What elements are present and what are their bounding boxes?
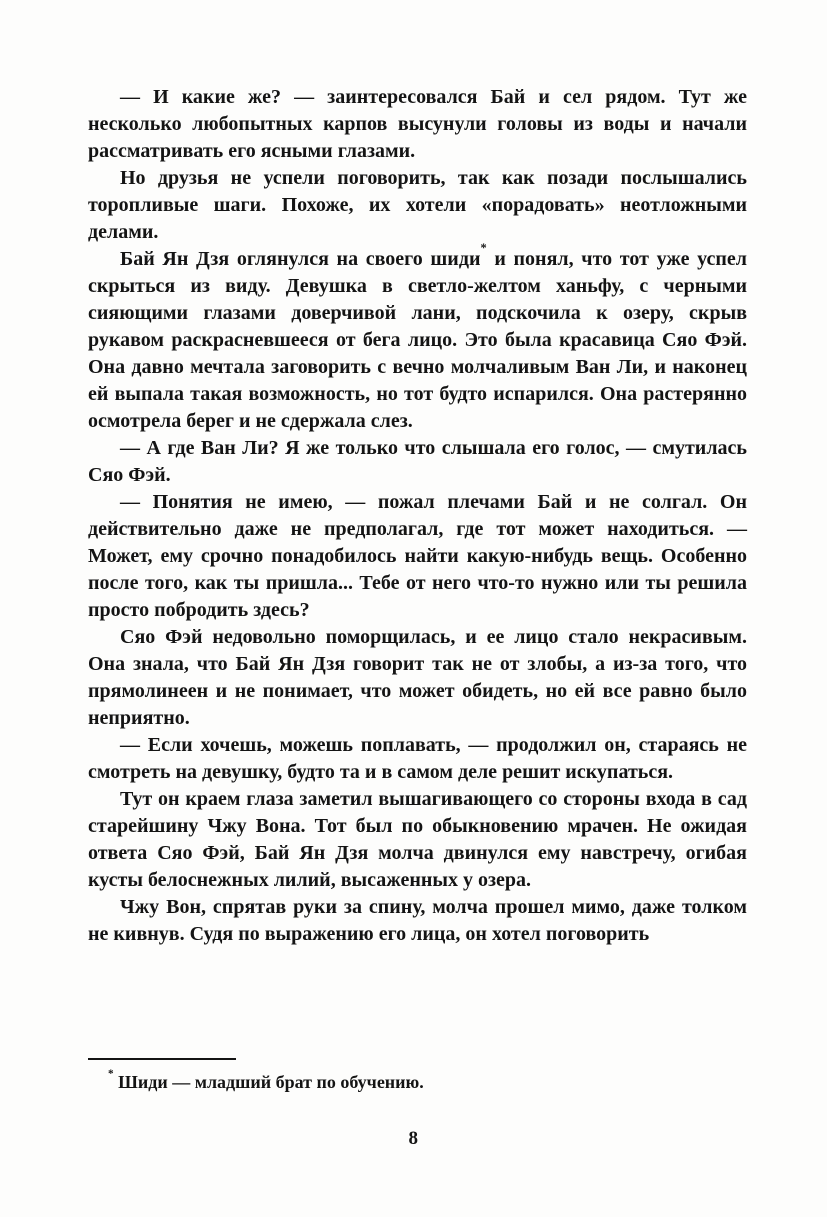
paragraph: — Понятия не имею, — пожал плечами Бай и не солгал. Он действительно даже не предполагал, где тот может находиться. — Может, ему срочно понадобилось найти какую-нибудь вещь. Особенно после того, как ты пришла... Тебе от него что-то нужно или ты решила просто побродить здесь? <box>88 491 747 621</box>
paragraph <box>88 240 747 435</box>
footnote-asterisk: * <box>108 1068 114 1081</box>
footnote-marker: * <box>480 240 487 255</box>
footnote <box>88 1070 747 1094</box>
page-number: 8 <box>408 1128 419 1149</box>
body-text <box>88 84 747 948</box>
paragraph: — Если хочешь, можешь поплавать, — продолжил он, стараясь не смотреть на девушку, будто та и в самом деле решит искупаться. <box>88 734 747 783</box>
paragraph: — А где Ван Ли? Я же только что слышала его голос, — смутилась Сяо Фэй. <box>88 437 747 486</box>
paragraph: Сяо Фэй недовольно поморщилась, и ее лицо стало некрасивым. Она знала, что Бай Ян Дзя говорит так не от злобы, а из-за того, что прямолинеен и не понимает, что может обидеть, но ей все равно было неприятно. <box>88 626 747 729</box>
footnote-text: Шиди — младший брат по обучению. <box>118 1072 424 1092</box>
paragraph-text: Бай Ян Дзя оглянулся на своего шиди <box>120 248 481 270</box>
footnote-divider <box>88 1058 236 1060</box>
paragraph: Но друзья не успели поговорить, так как позади послышались торопливые шаги. Похоже, их хотели «порадовать» неотложными делами. <box>88 167 747 243</box>
footnote-area <box>88 1058 747 1094</box>
paragraph: Чжу Вон, спрятав руки за спину, молча прошел мимо, даже толком не кивнув. Судя по выражению его лица, он хотел поговорить <box>88 896 747 945</box>
paragraph-text: и понял, что тот уже успел скрыться из виду. Девушка в светло-желтом ханьфу, с черными сияющими глазами доверчивой лани, подскочила к озеру, скрыв рукавом раскрасневшееся от бега лицо. Это была красавица Сяо Фэй. Она давно мечтала заговорить с вечно молчаливым Ван Ли, и наконец ей выпала такая возможность, но тот будто испарился. Она растерянно осмотрела берег и не сдержала слез. <box>88 248 747 432</box>
paragraph: — И какие же? — заинтересовался Бай и сел рядом. Тут же несколько любопытных карпов высунули головы из воды и начали рассматривать его ясными глазами. <box>88 86 747 162</box>
paragraph: Тут он краем глаза заметил вышагивающего со стороны входа в сад старейшину Чжу Вона. Тот был по обыкновению мрачен. Не ожидая ответа Сяо Фэй, Бай Ян Дзя молча двинулся ему навстречу, огибая кусты белоснежных лилий, высаженных у озера. <box>88 788 747 891</box>
